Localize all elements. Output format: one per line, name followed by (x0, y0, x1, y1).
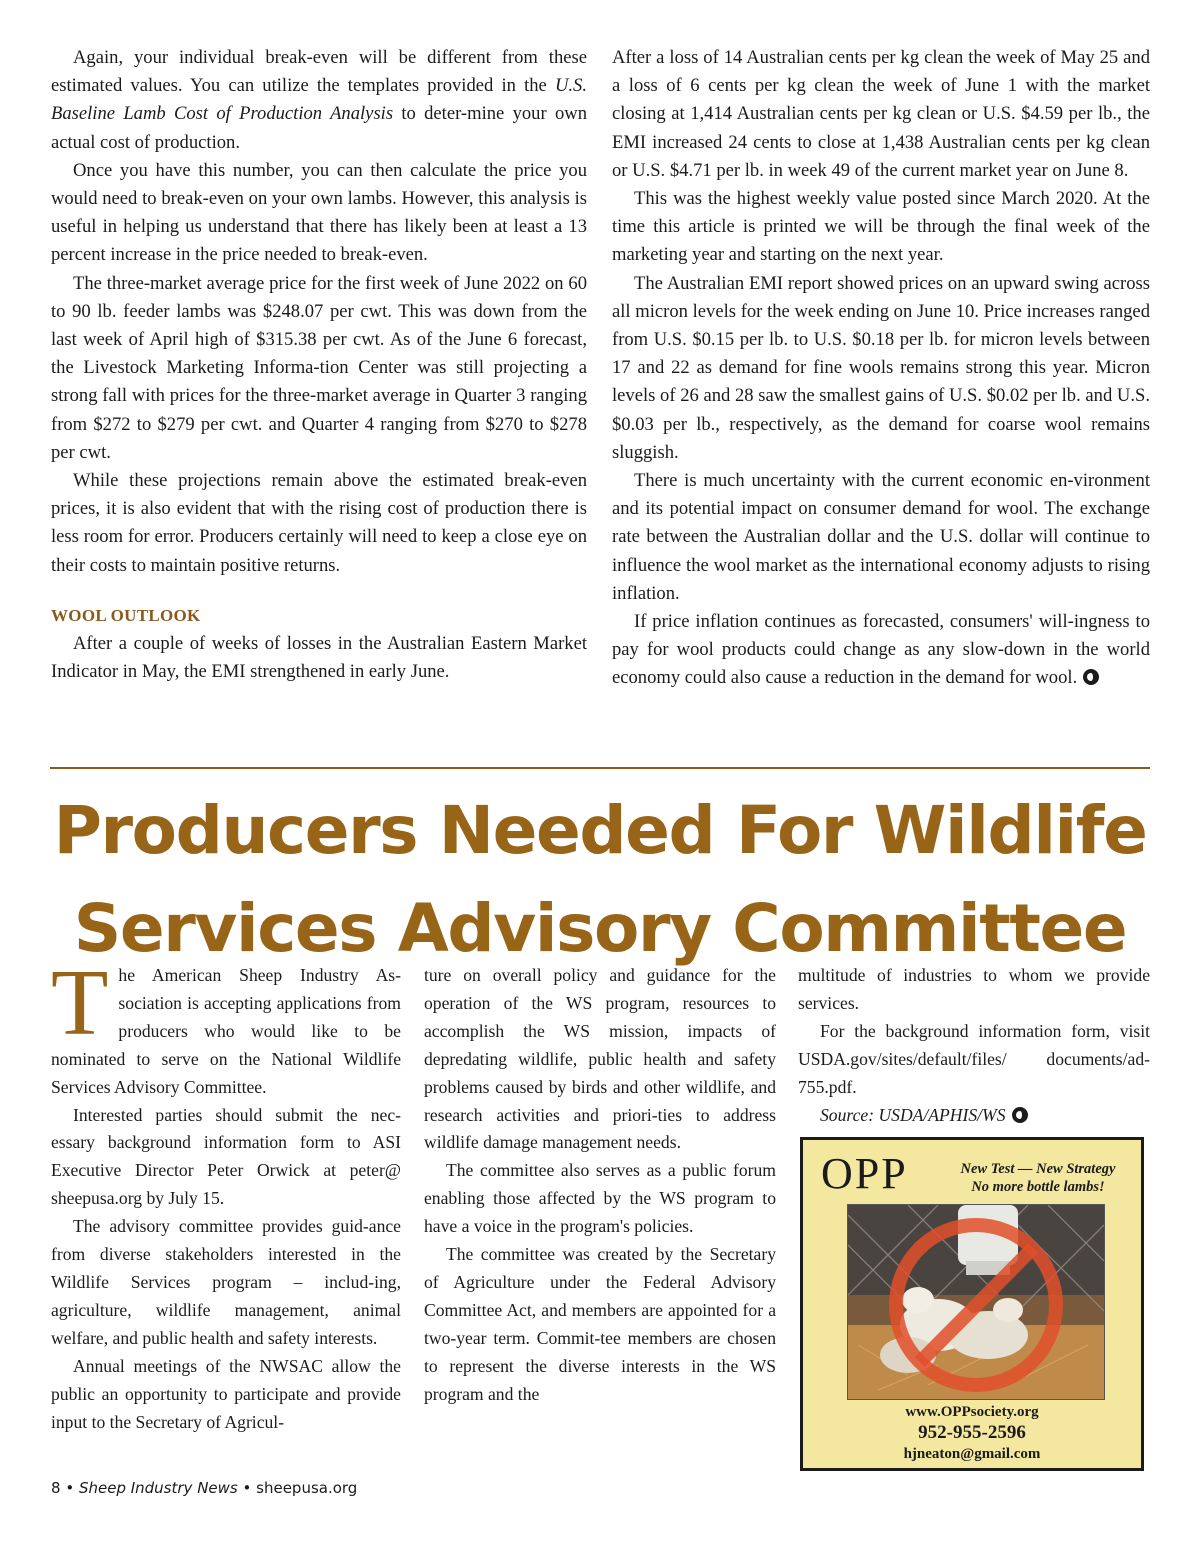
ad-tagline: No more bottle lambs! (971, 1179, 1105, 1195)
paragraph: For the background information form, visit USDA.gov/sites/default/files/ documents/ad-755.pdf. (798, 1020, 1150, 1097)
paragraph: Once you have this number, you can then calculate the price you would need to break-even on your own lambs. However, this analysis is useful in helping us understand that there has likely been at least a 13 percent increase in the price needed to break-even. (51, 159, 587, 266)
paragraph: Again, your individual break-even will be different from these estimated values. You can utilize the templates provided in the U.S. Baseline Lamb Cost of Production Analysis to deter-mine your own actual cost of production. (51, 47, 587, 153)
paragraph: multitude of industries to whom we provide services. (798, 965, 1150, 1013)
source-credit: Source: USDA/APHIS/WS (820, 1104, 1006, 1125)
paragraph: ture on overall policy and guidance for the operation of the WS program, resources to accomplish the WS mission, impacts of depredating wildlife, public health and safety problems caused by birds and other wildlife, and research activities and priori-ties to address wildlife damage management needs. (424, 965, 776, 1153)
article-headline: Producers Needed For Wildlife Services Advisory Committee (53, 792, 1147, 967)
page-footer: 8 • Sheep Industry News • sheepusa.org (51, 1479, 358, 1497)
website: sheepusa.org (256, 1479, 358, 1497)
drop-cap: T (51, 951, 109, 1055)
section-divider (50, 767, 1150, 769)
publication-name: Sheep Industry News (78, 1479, 238, 1497)
ad-brand: OPP (821, 1149, 908, 1198)
lambs-photo-with-prohibition-icon (847, 1204, 1105, 1400)
ad-phone: 952-955-2596 (918, 1422, 1026, 1443)
paragraph: After a loss of 14 Australian cents per kg clean the week of May 25 and a loss of 6 cents per kg clean the week of June 1 with the market closing at 1,414 Australian cents per kg clean or U.S. $4.59 per lb., the EMI increased 24 cents to close at 1,438 Australian cents per kg clean or U.S. $4.71 per lb. in week 49 of the current market year on June 8. (612, 47, 1150, 181)
paragraph: The three-market average price for the first week of June 2022 on 60 to 90 lb. feeder lambs was $248.07 per cwt. This was down from the last week of April high of $315.38 per cwt. As of the June 6 forecast, the Livestock Marketing Informa-tion Center was still projecting a strong fall with prices for the three-market average in Quarter 3 ranging from $272 to $279 per cwt. and Quarter 4 ranging from $270 to $278 per cwt. (51, 272, 587, 463)
section-heading-wool-outlook: WOOL OUTLOOK (51, 605, 201, 625)
paragraph: If price inflation continues as forecasted, consumers' will-ingness to pay for wool products could change as any slow-down in the world economy could also cause a reduction in the demand for wool. (612, 611, 1150, 689)
paragraph (798, 1102, 1150, 1130)
paragraph: Annual meetings of the NWSAC allow the public an opportunity to participate and provide input to the Secretary of Agricul- (51, 1355, 401, 1432)
paragraph: While these projections remain above the estimated break-even prices, it is also evident that with the rising cost of production there is less room for error. Producers certainly will need to keep a close eye on their costs to maintain positive returns. (51, 470, 587, 576)
article-column-2 (612, 44, 1150, 693)
paragraph: The committee also serves as a public forum enabling those affected by the WS program to have a voice in the program's policies. (424, 1160, 776, 1237)
article-column-3 (51, 951, 401, 1436)
article-column-1 (51, 44, 587, 686)
article-column-5 (798, 962, 1150, 1129)
report-title: U.S. Baseline Lamb Cost of Production Analysis (51, 75, 587, 125)
page-number: 8 (51, 1479, 61, 1497)
ad-email: hjneaton@gmail.com (903, 1446, 1041, 1462)
paragraph: The Australian EMI report showed prices on an upward swing across all micron levels for the week ending on June 10. Price increases ranged from U.S. $0.15 per lb. to U.S. $0.18 per lb. for micron levels between 17 and 22 as demand for fine wools remains strong this year. Micron levels of 26 and 28 saw the smallest gains of U.S. $0.02 per lb. and U.S. $0.03 per lb., respectively, as the demand for coarse wool remains sluggish. (612, 272, 1150, 463)
paragraph: There is much uncertainty with the current economic en-vironment and its potential impact on consumer demand for wool. The exchange rate between the Australian dollar and the U.S. dollar will continue to influence the wool market as the international economy adjusts to rising inflation. (612, 470, 1150, 604)
paragraph: After a couple of weeks of losses in the Australian Eastern Market Indicator in May, the EMI strengthened in early June. (51, 632, 587, 683)
paragraph: Interested parties should submit the nec-essary background information form to ASI Executive Director Peter Orwick at peter@ sheepusa.org by July 15. (51, 1104, 401, 1209)
paragraph: The committee was created by the Secretary of Agriculture under the Federal Advisory Committee Act, and members are appointed for a two-year term. Commit-tee members are chosen to represent the diverse interests in the WS program and the (424, 1244, 776, 1404)
article-column-4 (424, 962, 776, 1409)
opp-advertisement (800, 1137, 1144, 1471)
paragraph: The American Sheep Industry As-sociation is accepting applications from producers who would like to be nominated to serve on the National Wildlife Services Advisory Committee. (51, 951, 401, 1097)
ad-tagline: New Test — New Strategy (960, 1161, 1116, 1177)
paragraph: The advisory committee provides guid-ance from diverse stakeholders interested in the Wildlife Services program – includ-ing, agriculture, wildlife management, animal welfare, and public health and safety interests. (51, 1216, 401, 1348)
end-of-article-icon (1012, 1107, 1028, 1123)
paragraph: This was the highest weekly value posted since March 2020. At the time this article is printed we will be through the final week of the marketing year and starting on the next year. (612, 188, 1150, 266)
ad-website: www.OPPsociety.org (905, 1404, 1039, 1420)
end-of-article-icon (1083, 669, 1099, 685)
